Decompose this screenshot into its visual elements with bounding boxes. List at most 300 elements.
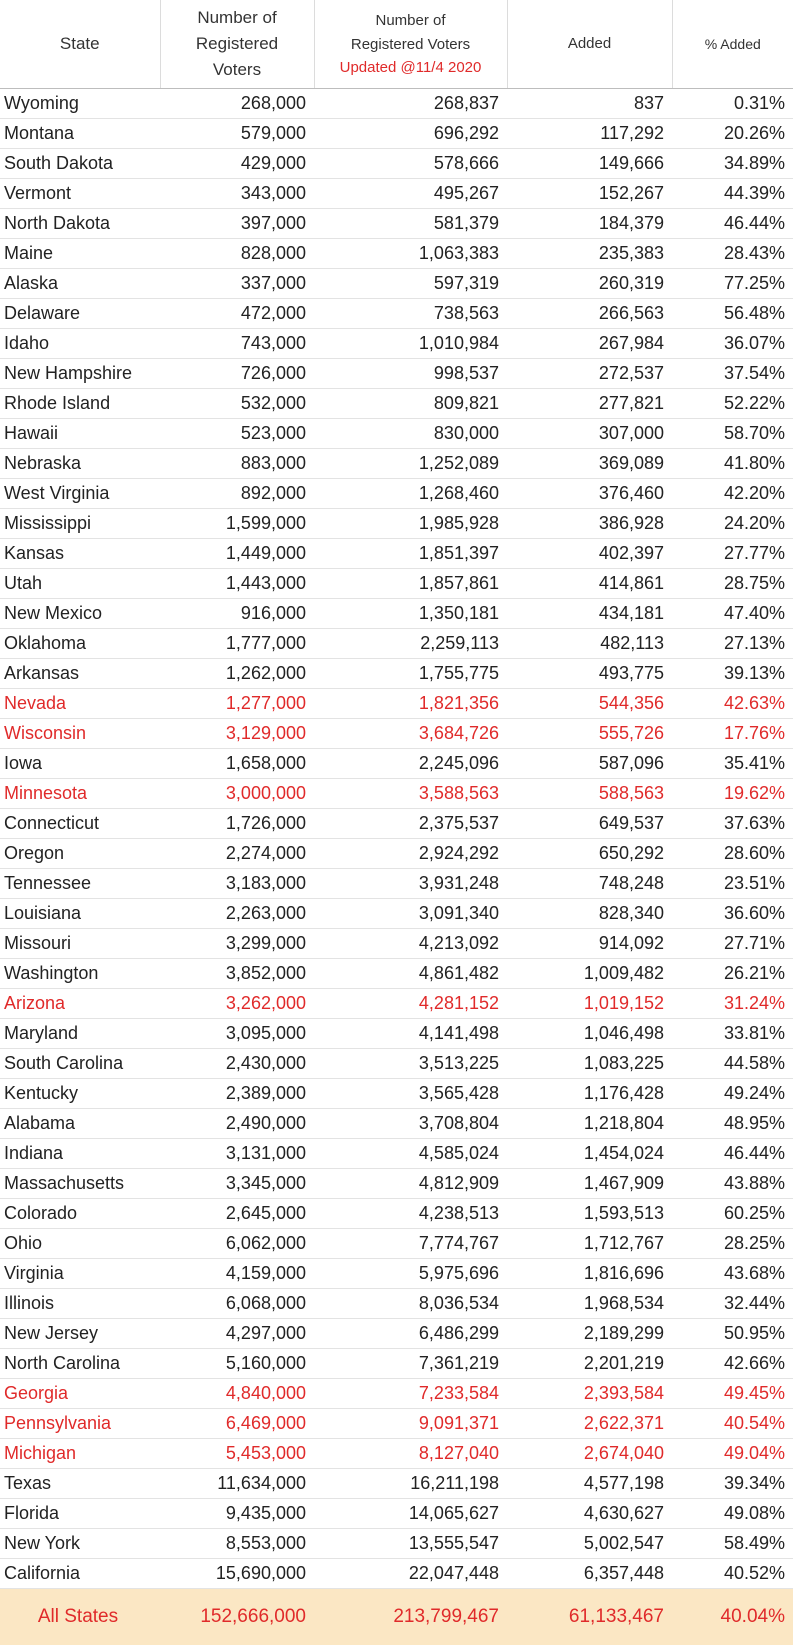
header-updated-note: Updated @11/4 2020 <box>339 59 482 76</box>
table-row <box>0 329 793 359</box>
cell-updated: 3,565,428 <box>314 1079 507 1109</box>
table-row <box>0 1439 793 1469</box>
table-row <box>0 269 793 299</box>
table-row <box>0 1529 793 1559</box>
cell-state: North Dakota <box>0 209 160 239</box>
cell-registered: 9,435,000 <box>160 1499 314 1529</box>
table-body <box>0 89 793 1589</box>
cell-updated: 5,975,696 <box>314 1259 507 1289</box>
cell-updated: 1,755,775 <box>314 659 507 689</box>
cell-pct-added: 28.60% <box>672 839 793 869</box>
cell-pct-added: 48.95% <box>672 1109 793 1139</box>
table-row <box>0 1229 793 1259</box>
cell-added: 555,726 <box>507 719 672 749</box>
table-row <box>0 89 793 119</box>
table-row <box>0 479 793 509</box>
table-row <box>0 719 793 749</box>
table-row <box>0 389 793 419</box>
table-row <box>0 1169 793 1199</box>
cell-updated: 738,563 <box>314 299 507 329</box>
table-row <box>0 659 793 689</box>
table-row <box>0 149 793 179</box>
cell-state: Rhode Island <box>0 389 160 419</box>
cell-pct-added: 49.24% <box>672 1079 793 1109</box>
cell-pct-added: 20.26% <box>672 119 793 149</box>
cell-state: South Dakota <box>0 149 160 179</box>
cell-updated: 3,513,225 <box>314 1049 507 1079</box>
cell-added: 588,563 <box>507 779 672 809</box>
cell-updated: 4,141,498 <box>314 1019 507 1049</box>
table-row <box>0 839 793 869</box>
cell-added: 2,674,040 <box>507 1439 672 1469</box>
cell-registered: 1,449,000 <box>160 539 314 569</box>
cell-updated: 578,666 <box>314 149 507 179</box>
header-updated <box>314 0 507 89</box>
cell-pct-added: 60.25% <box>672 1199 793 1229</box>
cell-added: 544,356 <box>507 689 672 719</box>
cell-registered: 6,062,000 <box>160 1229 314 1259</box>
cell-registered: 726,000 <box>160 359 314 389</box>
cell-registered: 1,443,000 <box>160 569 314 599</box>
cell-pct-added: 34.89% <box>672 149 793 179</box>
cell-state: Nevada <box>0 689 160 719</box>
table-row <box>0 1109 793 1139</box>
header-state <box>0 0 160 89</box>
cell-state: Texas <box>0 1469 160 1499</box>
cell-added: 2,393,584 <box>507 1379 672 1409</box>
cell-registered: 2,274,000 <box>160 839 314 869</box>
cell-registered: 343,000 <box>160 179 314 209</box>
cell-pct-added: 43.88% <box>672 1169 793 1199</box>
total-added: 61,133,467 <box>507 1589 672 1646</box>
cell-registered: 2,263,000 <box>160 899 314 929</box>
header-updated-line1: Number of <box>375 12 446 29</box>
cell-registered: 337,000 <box>160 269 314 299</box>
cell-state: Wyoming <box>0 89 160 119</box>
cell-updated: 1,350,181 <box>314 599 507 629</box>
cell-registered: 2,389,000 <box>160 1079 314 1109</box>
cell-state: New Jersey <box>0 1319 160 1349</box>
cell-state: New York <box>0 1529 160 1559</box>
header-added <box>507 0 672 89</box>
header-added-label: Added <box>567 35 612 52</box>
cell-updated: 13,555,547 <box>314 1529 507 1559</box>
table-row <box>0 989 793 1019</box>
cell-updated: 696,292 <box>314 119 507 149</box>
cell-updated: 2,259,113 <box>314 629 507 659</box>
header-row <box>0 0 793 89</box>
cell-registered: 3,000,000 <box>160 779 314 809</box>
cell-pct-added: 36.60% <box>672 899 793 929</box>
cell-updated: 4,238,513 <box>314 1199 507 1229</box>
table-row <box>0 929 793 959</box>
table-row <box>0 119 793 149</box>
table-row <box>0 449 793 479</box>
table-row <box>0 629 793 659</box>
cell-pct-added: 28.43% <box>672 239 793 269</box>
cell-registered: 3,095,000 <box>160 1019 314 1049</box>
cell-pct-added: 49.45% <box>672 1379 793 1409</box>
cell-updated: 8,127,040 <box>314 1439 507 1469</box>
cell-added: 748,248 <box>507 869 672 899</box>
cell-updated: 268,837 <box>314 89 507 119</box>
table-row <box>0 899 793 929</box>
cell-added: 267,984 <box>507 329 672 359</box>
table-row <box>0 1409 793 1439</box>
cell-state: Pennsylvania <box>0 1409 160 1439</box>
cell-state: Illinois <box>0 1289 160 1319</box>
table-row <box>0 179 793 209</box>
cell-updated: 1,252,089 <box>314 449 507 479</box>
cell-state: North Carolina <box>0 1349 160 1379</box>
cell-added: 266,563 <box>507 299 672 329</box>
cell-added: 1,009,482 <box>507 959 672 989</box>
cell-added: 272,537 <box>507 359 672 389</box>
cell-added: 837 <box>507 89 672 119</box>
cell-pct-added: 43.68% <box>672 1259 793 1289</box>
cell-registered: 3,131,000 <box>160 1139 314 1169</box>
cell-state: Arizona <box>0 989 160 1019</box>
cell-registered: 3,262,000 <box>160 989 314 1019</box>
cell-state: Colorado <box>0 1199 160 1229</box>
cell-state: Arkansas <box>0 659 160 689</box>
cell-updated: 3,091,340 <box>314 899 507 929</box>
cell-pct-added: 47.40% <box>672 599 793 629</box>
cell-updated: 4,861,482 <box>314 959 507 989</box>
table-row <box>0 1199 793 1229</box>
cell-registered: 2,645,000 <box>160 1199 314 1229</box>
cell-updated: 4,281,152 <box>314 989 507 1019</box>
table-row <box>0 569 793 599</box>
table-row <box>0 1319 793 1349</box>
cell-updated: 3,684,726 <box>314 719 507 749</box>
total-registered: 152,666,000 <box>160 1589 314 1646</box>
cell-updated: 1,010,984 <box>314 329 507 359</box>
cell-pct-added: 42.66% <box>672 1349 793 1379</box>
cell-added: 386,928 <box>507 509 672 539</box>
cell-added: 1,046,498 <box>507 1019 672 1049</box>
cell-added: 369,089 <box>507 449 672 479</box>
cell-pct-added: 49.08% <box>672 1499 793 1529</box>
cell-registered: 2,490,000 <box>160 1109 314 1139</box>
cell-added: 587,096 <box>507 749 672 779</box>
cell-registered: 15,690,000 <box>160 1559 314 1589</box>
cell-added: 307,000 <box>507 419 672 449</box>
cell-state: Missouri <box>0 929 160 959</box>
cell-state: Minnesota <box>0 779 160 809</box>
cell-pct-added: 44.39% <box>672 179 793 209</box>
cell-pct-added: 56.48% <box>672 299 793 329</box>
cell-state: Idaho <box>0 329 160 359</box>
cell-state: Michigan <box>0 1439 160 1469</box>
cell-registered: 397,000 <box>160 209 314 239</box>
cell-added: 414,861 <box>507 569 672 599</box>
cell-pct-added: 26.21% <box>672 959 793 989</box>
header-state-label: State <box>59 34 100 53</box>
cell-added: 1,712,767 <box>507 1229 672 1259</box>
table-row <box>0 1139 793 1169</box>
cell-updated: 7,774,767 <box>314 1229 507 1259</box>
table-row <box>0 809 793 839</box>
table-row <box>0 1259 793 1289</box>
cell-pct-added: 41.80% <box>672 449 793 479</box>
total-state: All States <box>0 1589 160 1646</box>
cell-pct-added: 50.95% <box>672 1319 793 1349</box>
cell-state: Georgia <box>0 1379 160 1409</box>
cell-added: 1,019,152 <box>507 989 672 1019</box>
cell-state: West Virginia <box>0 479 160 509</box>
cell-registered: 883,000 <box>160 449 314 479</box>
total-pct: 40.04% <box>672 1589 793 1646</box>
cell-state: Massachusetts <box>0 1169 160 1199</box>
cell-registered: 892,000 <box>160 479 314 509</box>
cell-state: Delaware <box>0 299 160 329</box>
table-row <box>0 599 793 629</box>
cell-state: California <box>0 1559 160 1589</box>
cell-registered: 429,000 <box>160 149 314 179</box>
cell-registered: 3,299,000 <box>160 929 314 959</box>
cell-state: Ohio <box>0 1229 160 1259</box>
cell-pct-added: 23.51% <box>672 869 793 899</box>
cell-added: 4,577,198 <box>507 1469 672 1499</box>
cell-state: Maine <box>0 239 160 269</box>
cell-pct-added: 42.20% <box>672 479 793 509</box>
cell-pct-added: 0.31% <box>672 89 793 119</box>
cell-state: South Carolina <box>0 1049 160 1079</box>
table-row <box>0 1559 793 1589</box>
table-row <box>0 959 793 989</box>
cell-state: Louisiana <box>0 899 160 929</box>
cell-state: Indiana <box>0 1139 160 1169</box>
cell-registered: 268,000 <box>160 89 314 119</box>
cell-registered: 3,129,000 <box>160 719 314 749</box>
cell-updated: 1,857,861 <box>314 569 507 599</box>
cell-updated: 7,233,584 <box>314 1379 507 1409</box>
header-registered-line1: Number of <box>197 8 277 27</box>
cell-pct-added: 58.70% <box>672 419 793 449</box>
cell-updated: 495,267 <box>314 179 507 209</box>
cell-pct-added: 44.58% <box>672 1049 793 1079</box>
cell-added: 1,593,513 <box>507 1199 672 1229</box>
cell-registered: 916,000 <box>160 599 314 629</box>
cell-state: Wisconsin <box>0 719 160 749</box>
table-row <box>0 1349 793 1379</box>
table-row <box>0 299 793 329</box>
cell-registered: 828,000 <box>160 239 314 269</box>
header-registered <box>160 0 314 89</box>
table-row <box>0 419 793 449</box>
cell-pct-added: 28.75% <box>672 569 793 599</box>
cell-pct-added: 49.04% <box>672 1439 793 1469</box>
cell-added: 235,383 <box>507 239 672 269</box>
cell-updated: 1,851,397 <box>314 539 507 569</box>
cell-updated: 4,585,024 <box>314 1139 507 1169</box>
cell-added: 914,092 <box>507 929 672 959</box>
cell-registered: 11,634,000 <box>160 1469 314 1499</box>
header-pct-added-label: % Added <box>704 36 761 52</box>
cell-pct-added: 40.52% <box>672 1559 793 1589</box>
header-updated-line2: Registered Voters <box>350 36 471 53</box>
cell-registered: 3,852,000 <box>160 959 314 989</box>
cell-state: Maryland <box>0 1019 160 1049</box>
cell-state: Oklahoma <box>0 629 160 659</box>
table-row <box>0 539 793 569</box>
cell-added: 2,201,219 <box>507 1349 672 1379</box>
cell-state: Hawaii <box>0 419 160 449</box>
cell-updated: 2,375,537 <box>314 809 507 839</box>
cell-pct-added: 58.49% <box>672 1529 793 1559</box>
cell-state: Virginia <box>0 1259 160 1289</box>
cell-pct-added: 27.77% <box>672 539 793 569</box>
table-row <box>0 1079 793 1109</box>
cell-state: New Hampshire <box>0 359 160 389</box>
cell-registered: 743,000 <box>160 329 314 359</box>
cell-updated: 1,063,383 <box>314 239 507 269</box>
table-row <box>0 1469 793 1499</box>
table-row <box>0 1379 793 1409</box>
cell-updated: 7,361,219 <box>314 1349 507 1379</box>
cell-state: Vermont <box>0 179 160 209</box>
cell-pct-added: 27.71% <box>672 929 793 959</box>
cell-added: 1,968,534 <box>507 1289 672 1319</box>
cell-updated: 809,821 <box>314 389 507 419</box>
cell-updated: 3,931,248 <box>314 869 507 899</box>
cell-updated: 830,000 <box>314 419 507 449</box>
cell-registered: 1,262,000 <box>160 659 314 689</box>
cell-added: 277,821 <box>507 389 672 419</box>
table-row <box>0 509 793 539</box>
cell-pct-added: 33.81% <box>672 1019 793 1049</box>
cell-updated: 4,213,092 <box>314 929 507 959</box>
cell-updated: 1,268,460 <box>314 479 507 509</box>
table-row <box>0 689 793 719</box>
cell-added: 1,176,428 <box>507 1079 672 1109</box>
cell-updated: 1,821,356 <box>314 689 507 719</box>
cell-updated: 4,812,909 <box>314 1169 507 1199</box>
cell-added: 260,319 <box>507 269 672 299</box>
cell-state: Oregon <box>0 839 160 869</box>
cell-state: Utah <box>0 569 160 599</box>
cell-registered: 3,345,000 <box>160 1169 314 1199</box>
cell-updated: 6,486,299 <box>314 1319 507 1349</box>
cell-registered: 6,469,000 <box>160 1409 314 1439</box>
cell-registered: 579,000 <box>160 119 314 149</box>
cell-state: Connecticut <box>0 809 160 839</box>
cell-registered: 1,599,000 <box>160 509 314 539</box>
cell-registered: 523,000 <box>160 419 314 449</box>
cell-added: 376,460 <box>507 479 672 509</box>
cell-registered: 5,160,000 <box>160 1349 314 1379</box>
table-row <box>0 749 793 779</box>
cell-added: 149,666 <box>507 149 672 179</box>
cell-added: 1,467,909 <box>507 1169 672 1199</box>
cell-registered: 6,068,000 <box>160 1289 314 1319</box>
cell-registered: 8,553,000 <box>160 1529 314 1559</box>
cell-added: 2,189,299 <box>507 1319 672 1349</box>
header-pct-added <box>672 0 793 89</box>
cell-updated: 597,319 <box>314 269 507 299</box>
cell-added: 1,816,696 <box>507 1259 672 1289</box>
cell-pct-added: 36.07% <box>672 329 793 359</box>
cell-state: Nebraska <box>0 449 160 479</box>
table-row <box>0 1049 793 1079</box>
table-row <box>0 1499 793 1529</box>
cell-pct-added: 19.62% <box>672 779 793 809</box>
cell-state: Alaska <box>0 269 160 299</box>
total-row <box>0 1589 793 1646</box>
cell-updated: 3,708,804 <box>314 1109 507 1139</box>
cell-registered: 1,277,000 <box>160 689 314 719</box>
cell-pct-added: 77.25% <box>672 269 793 299</box>
cell-registered: 4,840,000 <box>160 1379 314 1409</box>
cell-added: 4,630,627 <box>507 1499 672 1529</box>
cell-updated: 3,588,563 <box>314 779 507 809</box>
cell-added: 152,267 <box>507 179 672 209</box>
cell-state: Montana <box>0 119 160 149</box>
cell-updated: 22,047,448 <box>314 1559 507 1589</box>
cell-added: 1,218,804 <box>507 1109 672 1139</box>
cell-registered: 532,000 <box>160 389 314 419</box>
table-footer <box>0 1589 793 1646</box>
table-row <box>0 209 793 239</box>
table-row <box>0 869 793 899</box>
cell-added: 117,292 <box>507 119 672 149</box>
cell-added: 1,454,024 <box>507 1139 672 1169</box>
cell-updated: 2,245,096 <box>314 749 507 779</box>
cell-added: 5,002,547 <box>507 1529 672 1559</box>
cell-added: 184,379 <box>507 209 672 239</box>
cell-added: 649,537 <box>507 809 672 839</box>
cell-pct-added: 39.34% <box>672 1469 793 1499</box>
cell-updated: 998,537 <box>314 359 507 389</box>
cell-pct-added: 42.63% <box>672 689 793 719</box>
cell-state: Kansas <box>0 539 160 569</box>
table-row <box>0 1289 793 1319</box>
cell-updated: 14,065,627 <box>314 1499 507 1529</box>
table-row <box>0 359 793 389</box>
cell-added: 493,775 <box>507 659 672 689</box>
header-registered-line3: Voters <box>212 60 262 79</box>
total-updated: 213,799,467 <box>314 1589 507 1646</box>
cell-pct-added: 35.41% <box>672 749 793 779</box>
cell-pct-added: 27.13% <box>672 629 793 659</box>
cell-pct-added: 31.24% <box>672 989 793 1019</box>
cell-registered: 1,726,000 <box>160 809 314 839</box>
cell-pct-added: 28.25% <box>672 1229 793 1259</box>
cell-pct-added: 46.44% <box>672 1139 793 1169</box>
cell-registered: 472,000 <box>160 299 314 329</box>
cell-state: New Mexico <box>0 599 160 629</box>
cell-pct-added: 24.20% <box>672 509 793 539</box>
cell-state: Washington <box>0 959 160 989</box>
cell-updated: 581,379 <box>314 209 507 239</box>
cell-registered: 1,658,000 <box>160 749 314 779</box>
cell-pct-added: 37.63% <box>672 809 793 839</box>
cell-updated: 16,211,198 <box>314 1469 507 1499</box>
cell-added: 1,083,225 <box>507 1049 672 1079</box>
cell-state: Kentucky <box>0 1079 160 1109</box>
cell-added: 828,340 <box>507 899 672 929</box>
cell-registered: 3,183,000 <box>160 869 314 899</box>
cell-added: 482,113 <box>507 629 672 659</box>
cell-added: 434,181 <box>507 599 672 629</box>
table-row <box>0 1019 793 1049</box>
cell-state: Mississippi <box>0 509 160 539</box>
cell-added: 2,622,371 <box>507 1409 672 1439</box>
cell-registered: 1,777,000 <box>160 629 314 659</box>
cell-pct-added: 37.54% <box>672 359 793 389</box>
cell-state: Tennessee <box>0 869 160 899</box>
